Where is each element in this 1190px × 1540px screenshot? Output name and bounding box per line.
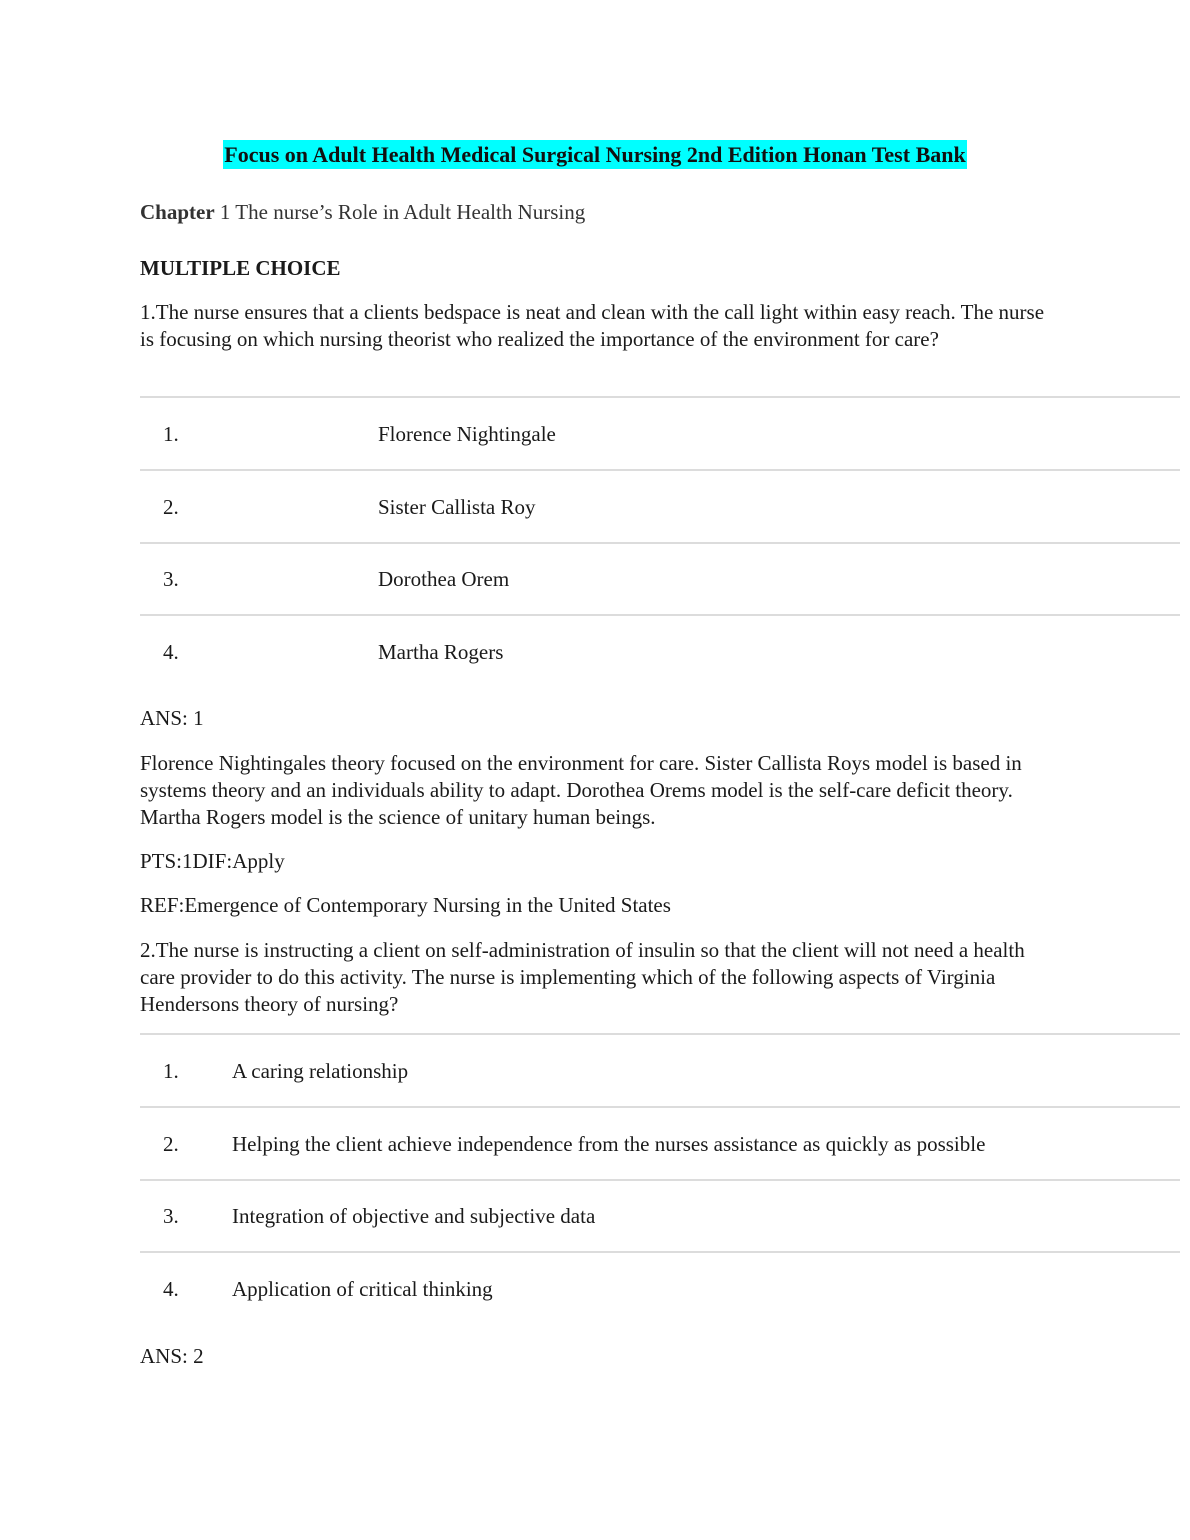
q2-option-1-number: 1. (163, 1059, 179, 1083)
divider (140, 614, 1180, 616)
q1-option-2-text: Sister Callista Roy (378, 495, 536, 519)
q2-option-4-text: Application of critical thinking (232, 1277, 493, 1301)
divider (140, 542, 1180, 544)
q1-option-4-number: 4. (163, 640, 179, 664)
q1-option-3-text: Dorothea Orem (378, 567, 510, 591)
question-2-stem: 2.The nurse is instructing a client on self-administration of insulin so that the client will not need a health care provider to do this activity. The nurse is implementing which of the following aspects of Virginia Hendersons theory of nursing? (140, 938, 1025, 1016)
q1-option-2-number: 2. (163, 495, 179, 519)
chapter-line (140, 200, 585, 225)
q2-option-3-text: Integration of objective and subjective data (232, 1204, 596, 1228)
q2-option-2-text: Helping the client achieve independence from the nurses assistance as quickly as possible (232, 1132, 986, 1156)
divider (140, 1106, 1180, 1108)
divider (140, 1033, 1180, 1035)
q1-points-difficulty: PTS:1DIF:Apply (140, 849, 285, 873)
divider (140, 1251, 1180, 1253)
divider (140, 396, 1180, 398)
q2-option-3-number: 3. (163, 1204, 179, 1228)
document-title-text: Focus on Adult Health Medical Surgical Nursing 2nd Edition Honan Test Bank (224, 142, 966, 167)
q1-option-1-number: 1. (163, 422, 179, 446)
q2-answer: ANS: 2 (140, 1344, 204, 1368)
document-title (0, 142, 1190, 168)
chapter-label: Chapter (140, 200, 215, 224)
q1-reference: REF:Emergence of Contemporary Nursing in the United States (140, 893, 671, 917)
q2-option-1-text: A caring relationship (232, 1059, 409, 1083)
section-heading: MULTIPLE CHOICE (140, 256, 341, 280)
q1-rationale: Florence Nightingales theory focused on the environment for care. Sister Callista Roys model is based in systems theory and an individuals ability to adapt. Dorothea Orems model is the self-care deficit theory. Martha Rogers model is the science of unitary human beings. (140, 751, 1022, 829)
q1-option-4-text: Martha Rogers (378, 640, 504, 664)
q1-option-3-number: 3. (163, 567, 179, 591)
q1-option-1-text: Florence Nightingale (378, 422, 556, 446)
divider (140, 469, 1180, 471)
q1-answer: ANS: 1 (140, 706, 204, 730)
divider (140, 1179, 1180, 1181)
q2-option-4-number: 4. (163, 1277, 179, 1301)
question-1-stem: 1.The nurse ensures that a clients bedspace is neat and clean with the call light within easy reach. The nurse is focusing on which nursing theorist who realized the importance of the environment for care? (140, 300, 1045, 351)
chapter-title: 1 The nurse’s Role in Adult Health Nursing (219, 200, 586, 224)
q2-option-2-number: 2. (163, 1132, 179, 1156)
